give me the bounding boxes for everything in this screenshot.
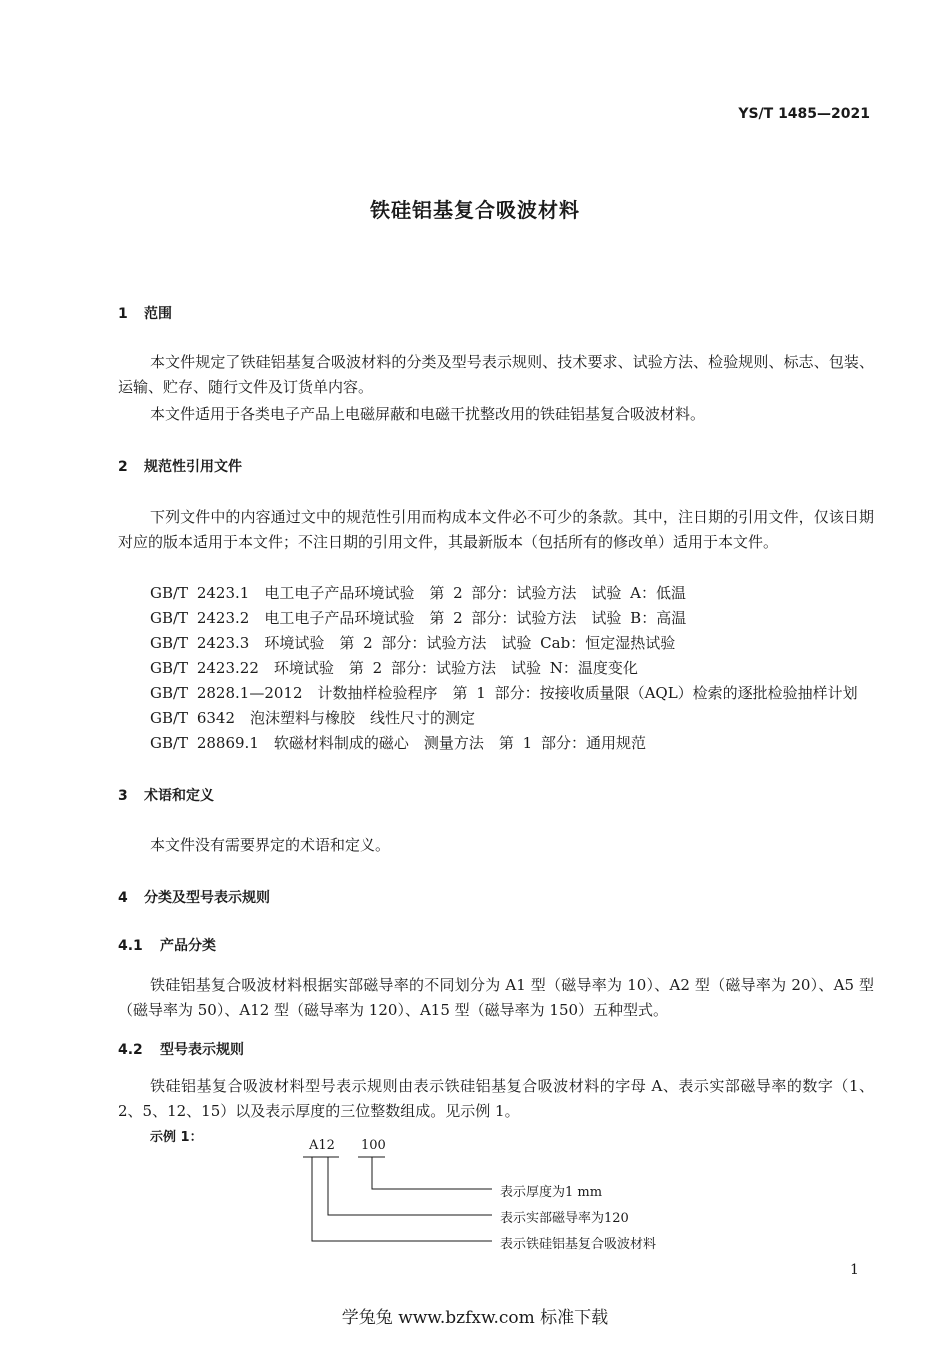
reference-item: GB/T 2423.1 电工电子产品环境试验 第 2 部分：试验方法 试验 A：低温 xyxy=(150,584,687,602)
example-code-part2: 100 xyxy=(361,1138,386,1153)
reference-item: GB/T 28869.1 软磁材料制成的磁心 测量方法 第 1 部分：通用规范 xyxy=(150,734,646,752)
reference-item: GB/T 2423.22 环境试验 第 2 部分：试验方法 试验 N：温度变化 xyxy=(150,659,638,677)
section-title: 规范性引用文件 xyxy=(144,459,242,475)
terms-paragraph: 本文件没有需要界定的术语和定义。 xyxy=(150,836,391,854)
page-number: 1 xyxy=(850,1262,859,1278)
document-title: 铁硅铝基复合吸波材料 xyxy=(370,198,580,222)
reference-item: GB/T 2423.3 环境试验 第 2 部分：试验方法 试验 Cab：恒定湿热试验 xyxy=(150,634,676,652)
example-label: 示例 1： xyxy=(150,1130,203,1145)
legend-permeability: 表示实部磁导率为120 xyxy=(500,1211,629,1226)
section-title: 分类及型号表示规则 xyxy=(144,890,270,906)
classification-paragraph: 铁硅铝基复合吸波材料根据实部磁导率的不同划分为 A1 型（磁导率为 10）、A2 型（磁导率为 20）、A5 型（磁导率为 50）、A12 型（磁导率为 120）、A15 型（磁导率为 150）五种型式。 xyxy=(118,976,874,1019)
scope-paragraph-2: 本文件适用于各类电子产品上电磁屏蔽和电磁干扰整改用的铁硅铝基复合吸波材料。 xyxy=(150,405,706,423)
legend-material: 表示铁硅铝基复合吸波材料 xyxy=(500,1237,657,1252)
section-number: 4 xyxy=(118,890,128,906)
reference-item: GB/T 2423.2 电工电子产品环境试验 第 2 部分：试验方法 试验 B：高温 xyxy=(150,609,687,627)
section-number: 4.1 xyxy=(118,938,143,954)
section-title: 术语和定义 xyxy=(144,788,214,804)
section-number: 2 xyxy=(118,459,128,475)
section-number: 3 xyxy=(118,788,128,804)
example-code-part1: A12 xyxy=(309,1138,335,1153)
section-title: 型号表示规则 xyxy=(160,1042,244,1058)
watermark-footer: 学兔兔 www.bzfxw.com 标准下载 xyxy=(341,1308,609,1328)
section-number: 1 xyxy=(118,306,128,322)
reference-item: GB/T 2828.1—2012 计数抽样检验程序 第 1 部分：按接收质量限（AQL）检索的逐批检验抽样计划 xyxy=(150,684,858,702)
normative-intro: 下列文件中的内容通过文中的规范性引用而构成本文件必不可少的条款。其中，注日期的引用文件，仅该日期对应的版本适用于本文件；不注日期的引用文件，其最新版本（包括所有的修改单）适用于本文件。 xyxy=(118,508,874,551)
model-rule-paragraph: 铁硅铝基复合吸波材料型号表示规则由表示铁硅铝基复合吸波材料的字母 A、表示实部磁导率的数字（1、2、5、12、15）以及表示厚度的三位整数组成。见示例 1。 xyxy=(118,1077,874,1120)
connector-material xyxy=(312,1157,492,1241)
standard-code: YS/T 1485—2021 xyxy=(738,106,870,122)
reference-item: GB/T 6342 泡沫塑料与橡胶 线性尺寸的测定 xyxy=(150,709,476,727)
scope-paragraph-1: 本文件规定了铁硅铝基复合吸波材料的分类及型号表示规则、技术要求、试验方法、检验规则、标志、包装、运输、贮存、随行文件及订货单内容。 xyxy=(118,353,874,396)
connector-permeability xyxy=(328,1157,492,1215)
connector-thickness xyxy=(372,1157,492,1189)
section-title: 产品分类 xyxy=(160,938,216,954)
section-title: 范围 xyxy=(144,306,172,322)
section-number: 4.2 xyxy=(118,1042,143,1058)
legend-thickness: 表示厚度为1 mm xyxy=(500,1185,603,1200)
